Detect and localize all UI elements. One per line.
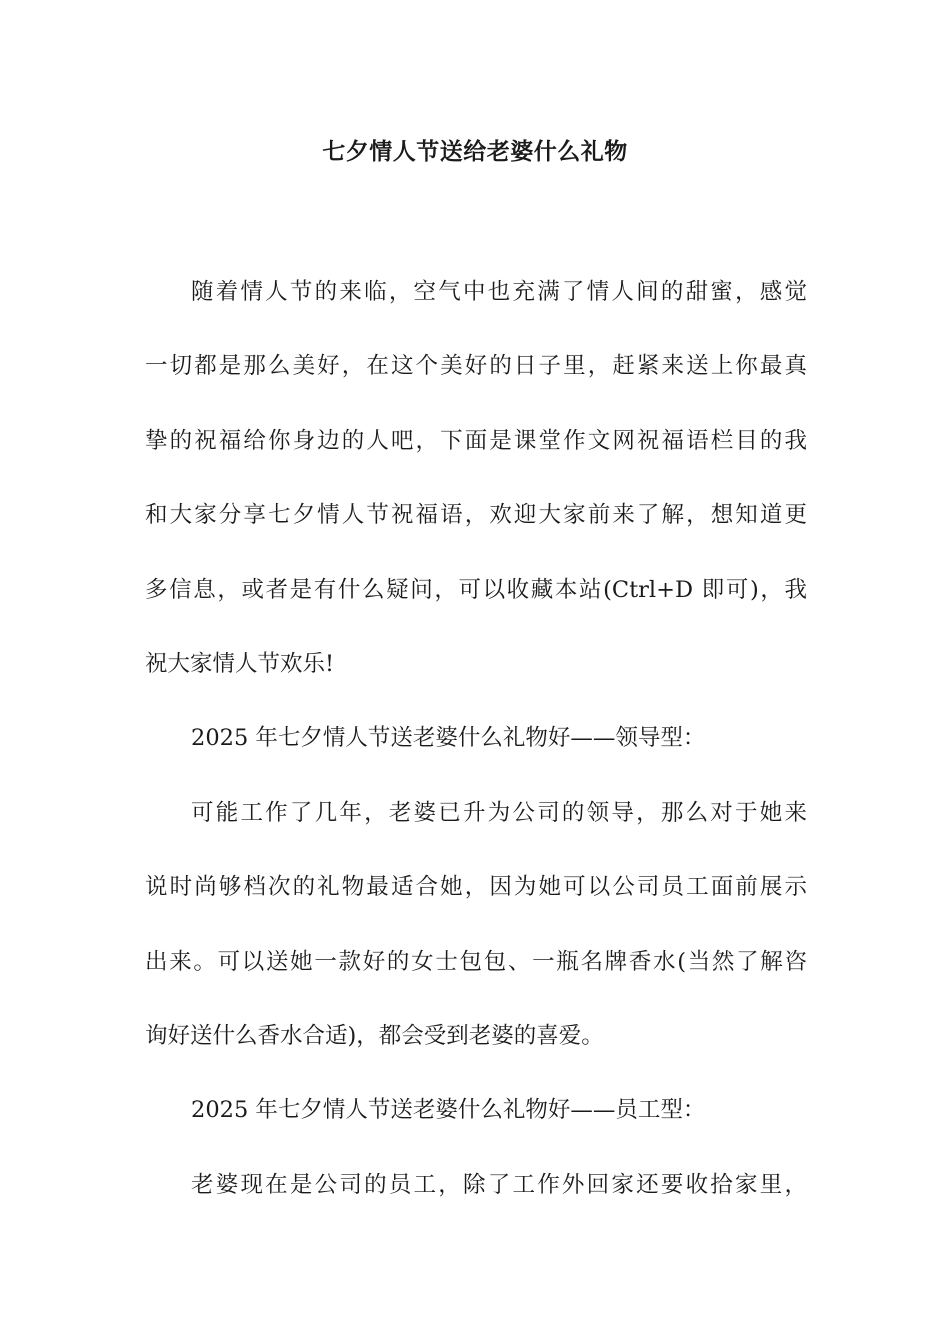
- paragraph-line: 随着情人节的来临，空气中也充满了情人间的甜蜜，感觉: [191, 279, 807, 305]
- paragraph-leader: [145, 776, 807, 1074]
- paragraph-line: 和大家分享七夕情人节祝福语，欢迎大家前来了解，想知道更: [145, 502, 807, 529]
- paragraph-line: 祝大家情人节欢乐!: [145, 651, 335, 678]
- paragraph-line: 2025 年七夕情人节送老婆什么礼物好——领导型：: [191, 725, 706, 752]
- paragraph-intro: [145, 255, 807, 701]
- section-heading-leader: [145, 701, 807, 775]
- paragraph-line: 一切都是那么美好，在这个美好的日子里，赶紧来送上你最真: [145, 353, 807, 380]
- paragraph-line: 2025 年七夕情人节送老婆什么礼物好——员工型：: [191, 1097, 706, 1124]
- document-body: [145, 255, 807, 1222]
- paragraph-line: 挚的祝福给你身边的人吧，下面是课堂作文网祝福语栏目的我: [145, 427, 807, 454]
- paragraph-line: 多信息，或者是有什么疑问，可以收藏本站(Ctrl+D 即可)，我: [145, 576, 807, 603]
- paragraph-line: 说时尚够档次的礼物最适合她，因为她可以公司员工面前展示: [145, 874, 807, 901]
- paragraph-employee: [145, 1148, 807, 1222]
- document-title: 七夕情人节送给老婆什么礼物: [322, 138, 628, 165]
- section-heading-employee: [145, 1073, 807, 1147]
- paragraph-line: 出来。可以送她一款好的女士包包、一瓶名牌香水(当然了解咨: [145, 948, 807, 975]
- paragraph-line: 老婆现在是公司的员工，除了工作外回家还要收拾家里，: [191, 1171, 807, 1198]
- paragraph-line: 询好送什么香水合适)，都会受到老婆的喜爱。: [145, 1023, 604, 1050]
- paragraph-line: 可能工作了几年，老婆已升为公司的领导，那么对于她来: [191, 799, 807, 826]
